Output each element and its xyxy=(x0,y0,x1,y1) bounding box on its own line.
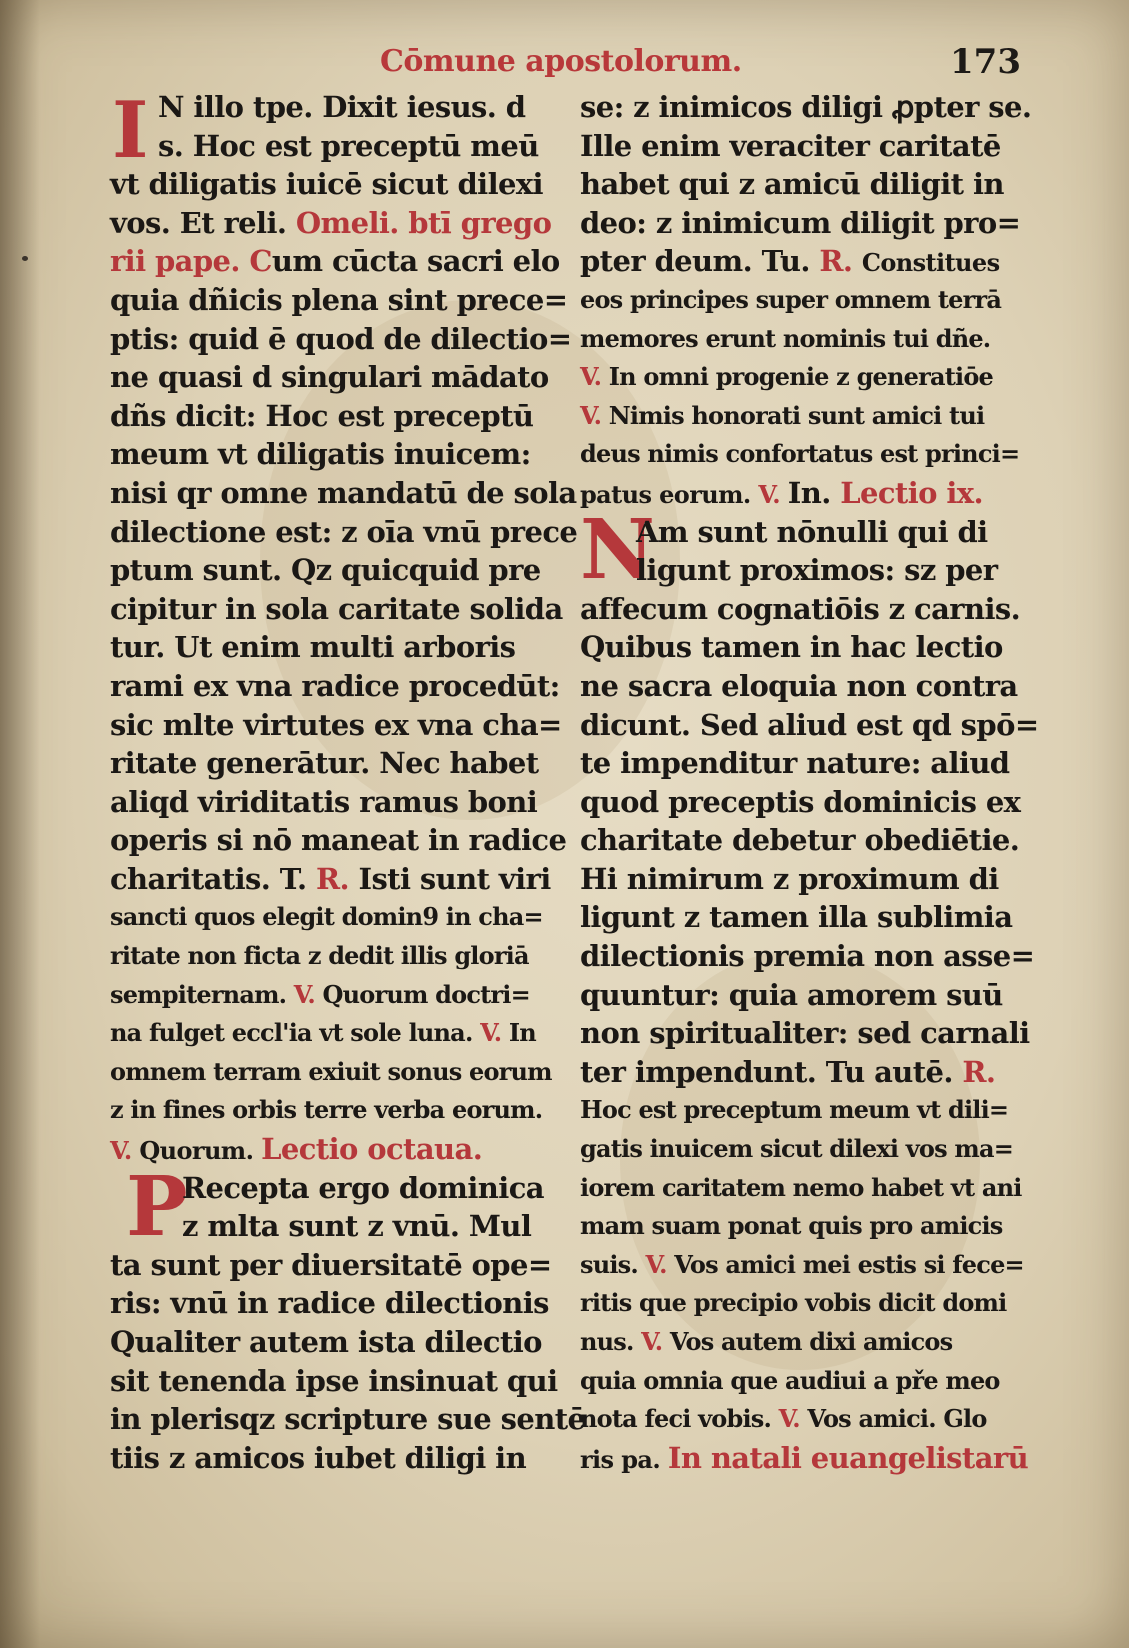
body-text: ritate non ficta z dedit illis gloriā xyxy=(110,941,529,971)
body-text: quuntur: quia amorem suū xyxy=(580,977,1003,1012)
body-text: Recepta ergo dominica xyxy=(182,1170,544,1205)
text-line xyxy=(580,1130,1050,1169)
text-line xyxy=(580,1053,1050,1092)
text-line xyxy=(110,551,580,590)
text-line xyxy=(110,397,580,436)
rubric-text: R. xyxy=(315,861,359,896)
body-text: meum vt diligatis inuicem: xyxy=(110,437,531,472)
text-line xyxy=(110,513,580,552)
body-text: Am sunt nōnulli qui di xyxy=(636,514,988,549)
body-text: Quibus tamen in hac lectio xyxy=(580,630,1003,665)
body-text: vos. Et reli. xyxy=(110,205,296,240)
body-text: ritis que precipio vobis dicit domi xyxy=(580,1288,1007,1318)
body-text: memores erunt nominis tui dñe. xyxy=(580,323,991,353)
body-text: nota feci vobis. xyxy=(580,1404,779,1434)
body-text: ligunt z tamen illa sublimia xyxy=(580,900,1013,935)
body-text: iorem caritatem nemo habet vt ani xyxy=(580,1172,1022,1202)
text-line xyxy=(580,435,1050,474)
text-line xyxy=(580,1323,1050,1362)
body-text: cipitur in sola caritate solida xyxy=(110,591,563,626)
body-text: sit tenenda ipse insinuat qui xyxy=(110,1363,558,1398)
text-line xyxy=(110,976,580,1015)
body-text: Vos autem dixi amicos xyxy=(669,1327,953,1356)
rubric-text: rii pape. C xyxy=(110,244,272,279)
body-text: charitatis. T. xyxy=(110,861,316,896)
body-text: suis. xyxy=(580,1249,646,1279)
body-text: tur. Ut enim multi arboris xyxy=(110,630,516,665)
body-text: Constitues xyxy=(861,248,1000,278)
rubric-text: V. xyxy=(758,479,788,509)
body-text: ris: vnū in radice dilectionis xyxy=(110,1286,549,1321)
body-text: omnem terram exiuit sonus eorum xyxy=(110,1056,552,1086)
text-line xyxy=(110,1207,580,1246)
text-line xyxy=(110,744,580,783)
text-line xyxy=(580,88,1050,127)
body-text: vt diligatis iuicē sicut dilexi xyxy=(110,167,543,202)
text-line xyxy=(580,590,1050,629)
body-text: ris pa. xyxy=(580,1444,668,1474)
text-line xyxy=(110,1130,580,1169)
body-text: tiis z amicos iubet diligi in xyxy=(110,1440,527,1475)
body-text: sancti quos elegit domin9 in cha= xyxy=(110,902,543,932)
rubric-text: In natali euangelistarū xyxy=(667,1440,1029,1475)
text-line xyxy=(580,358,1050,397)
text-line xyxy=(580,1091,1050,1130)
margin-mark xyxy=(22,256,28,261)
dropcap-initial: N xyxy=(580,502,655,598)
body-text: nus. xyxy=(580,1327,642,1356)
text-line xyxy=(580,976,1050,1015)
text-line xyxy=(110,204,580,243)
rubric-text: V. xyxy=(645,1249,675,1279)
text-line xyxy=(110,783,580,822)
text-line xyxy=(580,204,1050,243)
text-line xyxy=(110,1362,580,1401)
body-text: Ille enim veraciter caritatē xyxy=(580,128,1001,163)
rubric-text: V. xyxy=(110,1136,140,1166)
body-text: Quorum. xyxy=(139,1136,262,1166)
text-line xyxy=(580,744,1050,783)
body-text: deo: z inimicum diligit pro= xyxy=(580,205,1021,240)
text-line xyxy=(110,127,580,166)
text-line xyxy=(110,590,580,629)
text-line xyxy=(580,821,1050,860)
text-line xyxy=(580,1246,1050,1285)
text-line xyxy=(580,1014,1050,1053)
body-text: quia omnia que audiui a pře meo xyxy=(580,1365,1000,1395)
body-text: dicunt. Sed aliud est qd spō= xyxy=(580,707,1039,742)
rubric-text: R. xyxy=(962,1054,996,1089)
folio-number: 173 xyxy=(950,42,1021,82)
body-text: Vos amici mei estis si fece= xyxy=(674,1249,1024,1279)
text-line xyxy=(580,513,1050,552)
body-text: um cūcta sacri elo xyxy=(271,244,560,279)
body-text: eos principes super omnem terrā xyxy=(580,284,1002,314)
text-line xyxy=(110,937,580,976)
text-line xyxy=(110,1284,580,1323)
body-text: aliqd viriditatis ramus boni xyxy=(110,784,538,819)
body-text: habet qui z amicū diligit in xyxy=(580,167,1004,202)
rubric-text: V. xyxy=(778,1404,808,1434)
rubric-text: V. xyxy=(480,1018,509,1048)
body-text: dilectionis premia non asse= xyxy=(580,939,1035,974)
text-line xyxy=(110,667,580,706)
text-line xyxy=(580,281,1050,320)
running-title: Cōmune apostolorum. xyxy=(380,44,742,79)
text-line xyxy=(110,242,580,281)
text-line xyxy=(580,397,1050,436)
rubric-text: V. xyxy=(580,400,609,430)
text-line xyxy=(580,667,1050,706)
body-text: dñs dicit: Hoc est preceptū xyxy=(110,398,534,433)
body-text: mam suam ponat quis pro amicis xyxy=(580,1211,1003,1241)
body-text: Qualiter autem ista dilectio xyxy=(110,1325,542,1359)
text-line xyxy=(580,551,1050,590)
body-text: se: z inimicos diligi ꝓpter se. xyxy=(580,90,1032,124)
right-text-column xyxy=(580,88,1050,1477)
text-line xyxy=(580,165,1050,204)
body-text: ptum sunt. Qz quicquid pre xyxy=(110,553,541,588)
text-line xyxy=(110,1400,586,1439)
text-line xyxy=(110,320,580,359)
rubric-text: V. xyxy=(641,1327,670,1356)
body-text: Vos amici. Glo xyxy=(807,1404,987,1434)
text-line xyxy=(110,281,580,320)
rubric-text: R. xyxy=(819,244,862,279)
text-line xyxy=(110,474,580,513)
body-text: operis si nō maneat in radice xyxy=(110,823,567,858)
body-text: ritate generātur. Nec habet xyxy=(110,746,539,781)
text-line xyxy=(110,1014,580,1053)
text-line xyxy=(580,320,1050,359)
text-line xyxy=(110,706,580,745)
body-text: ptis: quid ē quod de dilectio= xyxy=(110,321,572,356)
rubric-text: V. xyxy=(580,362,609,392)
text-line xyxy=(580,127,1050,166)
body-text: ligunt proximos: sz per xyxy=(636,553,998,588)
text-line xyxy=(580,1207,1050,1246)
body-text: patus eorum. xyxy=(580,479,759,509)
text-line xyxy=(110,435,580,474)
body-text: In omni progenie z generatiōe xyxy=(608,362,994,392)
body-text: quod preceptis dominicis ex xyxy=(580,784,1021,819)
text-line xyxy=(110,1323,580,1362)
body-text: In. xyxy=(787,475,841,510)
text-line xyxy=(580,1439,1050,1478)
text-line xyxy=(110,1439,580,1478)
body-text: Quorum doctri= xyxy=(322,979,530,1009)
body-text: gatis inuicem sicut dilexi vos ma= xyxy=(580,1134,1014,1164)
body-text: Isti sunt viri xyxy=(358,861,551,896)
dropcap-initial: P xyxy=(126,1159,188,1255)
text-line xyxy=(110,1053,580,1092)
body-text: ter impendunt. Tu autē. xyxy=(580,1054,963,1089)
body-text: rami ex vna radice procedūt: xyxy=(110,668,560,703)
text-line xyxy=(580,242,1050,281)
text-line xyxy=(110,1091,580,1130)
text-line xyxy=(580,860,1050,899)
body-text: s. Hoc est preceptū meū xyxy=(158,128,539,163)
dropcap-initial: I xyxy=(112,85,149,176)
body-text: Nimis honorati sunt amici tui xyxy=(608,400,985,430)
text-line xyxy=(580,1284,1050,1323)
rubric-text: V. xyxy=(293,979,323,1009)
text-line xyxy=(580,1169,1050,1208)
text-line xyxy=(580,1400,1050,1439)
body-text: ne quasi d singulari mādato xyxy=(110,360,549,395)
body-text: dilectione est: z oīa vnū prece xyxy=(110,514,578,549)
body-text: quia dñicis plena sint prece= xyxy=(110,282,568,317)
rubric-text: Omeli. btī grego xyxy=(295,205,552,240)
body-text: Hi nimirum z proximum di xyxy=(580,861,999,896)
text-line xyxy=(110,898,580,937)
body-text: ne sacra eloquia non contra xyxy=(580,668,1018,703)
body-text: in plerisqz scripture sue sentē xyxy=(110,1402,586,1437)
text-line xyxy=(110,88,580,127)
text-line xyxy=(110,860,580,899)
text-line xyxy=(110,358,580,397)
body-text: sic mlte virtutes ex vna cha= xyxy=(110,707,562,742)
text-line xyxy=(110,1169,580,1208)
text-line xyxy=(110,821,580,860)
body-text: pter deum. Tu. xyxy=(580,244,820,279)
body-text: z in fines orbis terre verba eorum. xyxy=(110,1095,543,1125)
body-text: charitate debetur obediētie. xyxy=(580,823,1020,858)
text-line xyxy=(110,1246,580,1285)
text-line xyxy=(580,1362,1050,1401)
body-text: non spiritualiter: sed carnali xyxy=(580,1016,1030,1051)
body-text: deus nimis confortatus est princi= xyxy=(580,439,1020,469)
body-text: In xyxy=(508,1018,536,1048)
body-text: na fulget eccl'ia vt sole luna. xyxy=(110,1018,481,1048)
body-text: nisi qr omne mandatū de sola xyxy=(110,475,577,510)
rubric-text: Lectio ix. xyxy=(840,475,983,510)
left-text-column xyxy=(110,85,586,1477)
text-line xyxy=(580,474,1050,513)
body-text: z mlta sunt z vnū. Mul xyxy=(182,1209,532,1244)
body-text: te impenditur nature: aliud xyxy=(580,746,1010,781)
text-line xyxy=(580,628,1050,667)
text-line xyxy=(580,898,1050,937)
body-text: ta sunt per diuersitatē ope= xyxy=(110,1247,552,1282)
body-text: sempiternam. xyxy=(110,979,294,1009)
text-line xyxy=(110,165,580,204)
body-text: N illo tpe. Dixit iesus. d xyxy=(158,90,526,124)
rubric-text: Lectio octaua. xyxy=(261,1132,483,1167)
text-line xyxy=(580,937,1050,976)
text-line xyxy=(580,783,1050,822)
body-text: Hoc est preceptum meum vt dili= xyxy=(580,1095,1009,1125)
body-text: affecum cognatiōis z carnis. xyxy=(580,591,1021,626)
text-line xyxy=(580,706,1050,745)
text-line xyxy=(110,628,580,667)
